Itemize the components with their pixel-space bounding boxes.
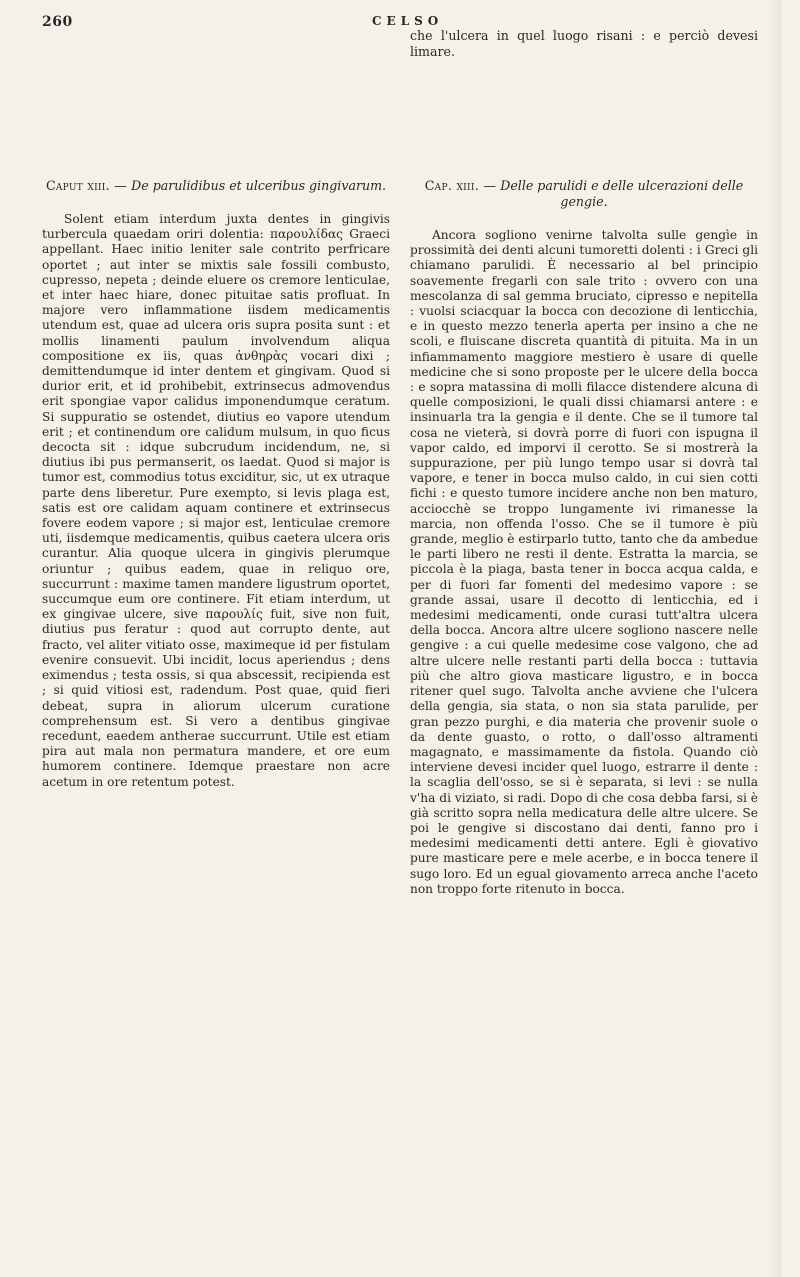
carry-over-text: che l'ulcera in quel luogo risani : e perciò devesi limare.: [410, 28, 758, 59]
latin-heading-title: De parulidibus et ulceribus gingivarum.: [131, 178, 387, 193]
italian-chapter-heading: [410, 178, 758, 210]
italian-column: [410, 178, 758, 897]
italian-heading-title: Delle parulidi e delle ulcerazioni delle gengie.: [500, 178, 744, 209]
latin-body-text: Solent etiam interdum juxta dentes in gingivis turbercula quaedam oriri dolentia: παρουλίδας Graeci appellant. Haec initio leniter sale contrito perfricare oportet ; aut inter se mixtis sale fossili combusto, cupresso, nepeta ; deinde eluere os cremore lenticulae, et inter haec hiare, donec pituitae satis profluat. In majore vero inflammatione iisdem medicamentis utendum est, quae ad ulcera oris supra posita sunt : et mollis linamenti paulum involvendum aliqua compositione ex iis, quas ἀνθηρὰς vocari dixi ; demittendumque id inter dentem et gingivam. Quod si durior erit, et id prohibebit, extrinsecus admovendus erit spongiae vapor calidus imponendumque ceratum. Si suppuratio se ostendet, diutius eo vapore utendum erit ; et continendum ore calidum mulsum, in quo ficus decocta sit : idque subcrudum incidendum, ne, si diutius ibi pus permanserit, os laedat. Quod si major is tumor est, commodius totus exciditur, sic, ut ex utraque parte dens liberetur. Pure exempto, si levis plaga est, satis est ore calidam aquam continere et extrinsecus fovere eodem vapore ; si major est, lenticulae cremore uti, iisdemque medicamentis, quibus caetera ulcera oris curantur. Alia quoque ulcera in gingivis plerumque oriuntur ; quibus eadem, quae in reliquo ore, succurrunt : maxime tamen mandere ligustrum oportet, succumque eum ore continere. Fit etiam interdum, ut ex gingivae ulcere, sive παρουλίς fuit, sive non fuit, diutius pus feratur : quod aut corrupto dente, aut fracto, vel aliter vitiato osse, maximeque id per fistulam evenire consuevit. Ubi incidit, locus aperiendus ; dens eximendus ; testa ossis, si qua abscessit, recipienda est ; si quid vitiosi est, radendum. Post quae, quid fieri debeat, supra in aliorum ulcerum curatione comprehensum est. Si vero a dentibus gingivae recedunt, eaedem antherae succurrunt. Utile est etiam pira aut mala non permatura mandere, et ore eum humorem continere. Idemque praestare non acre acetum in ore retentum potest.: [42, 212, 390, 789]
latin-heading-label: Caput xiii. —: [45, 178, 128, 193]
italian-heading-label: Cap. xiii. —: [424, 178, 497, 193]
running-head: CELSO: [372, 14, 444, 28]
latin-column: [42, 178, 390, 790]
page-number: 260: [42, 14, 73, 30]
latin-chapter-heading: [42, 178, 390, 194]
page-edge-shadow: [767, 0, 781, 1277]
italian-body-text: Ancora sogliono venirne talvolta sulle gengìe in prossimità dei denti alcuni tumoretti dolenti : i Greci gli chiamano parulidi. È necessario al bel principio soavemente fregarli con sale trito : ovvero con una mescolanza di sal gemma bruciato, cipresso e nepitella : vuolsi sciacquar la bocca con decozione di lenticchia, e in questo mezzo tenerla aperta per insino a che ne scoli, e fluiscane discreta quantità di pituita. Ma in un infiammamento maggiore mestiero è usare di quelle medicine che si sono proposte per le ulcere della bocca : e sopra matassina di molli filacce distendere alcuna di quelle composizioni, le quali dissi chiamarsi antere : e insinuarla tra la gengia e il dente. Che se il tumore tal cosa ne vieterà, si dovrà porre di fuori con ispugna il vapor caldo, ed imporvi il cerotto. Se si mostrerà la suppurazione, per più lungo tempo usar si dovrà tal vapore, e tener in bocca mulso caldo, in cui sien cotti fichi : e questo tumore incidere anche non ben maturo, acciocchè se troppo lungamente ivi rimanesse la marcia, non offenda l'osso. Che se il tumore è più grande, meglio è estirparlo tutto, tanto che da ambedue le parti libero ne resti il dente. Estratta la marcia, se piccola è la piaga, basta tener in bocca acqua calda, e per di fuori far fomenti del medesimo vapore : se grande assai, usare il decotto di lenticchia, ed i medesimi medicamenti, onde curasi tutt'altra ulcera della bocca. Ancora altre ulcere sogliono nascere nelle gengive : a cui quelle medesime cose valgono, che ad altre ulcere nelle restanti parti della bocca : tuttavia più che altro giova masticare ligustro, e in bocca ritener quel sugo. Talvolta anche avviene che l'ulcera della gengia, sia stata, o non sia stata parulide, per gran pezzo purghi, e dia materia che provenir suole o da dente guasto, o rotto, o dall'osso altramenti magagnato, e massimamente da fistola. Quando ciò interviene devesi incider quel luogo, estrarre il dente : la scaglia dell'osso, se si è separata, si levi : se nulla v'ha di viziato, si radi. Dopo di che cosa debba farsi, si è già scritto sopra nella medicatura delle altre ulcere. Se poi le gengive si discostano dai denti, fanno pro i medesimi medicamenti detti antere. Egli è giovativo pure masticare pere e mele acerbe, e in bocca tenere il sugo loro. Ed un egual giovamento arreca anche l'aceto non troppo forte ritenuto in bocca.: [410, 228, 758, 896]
